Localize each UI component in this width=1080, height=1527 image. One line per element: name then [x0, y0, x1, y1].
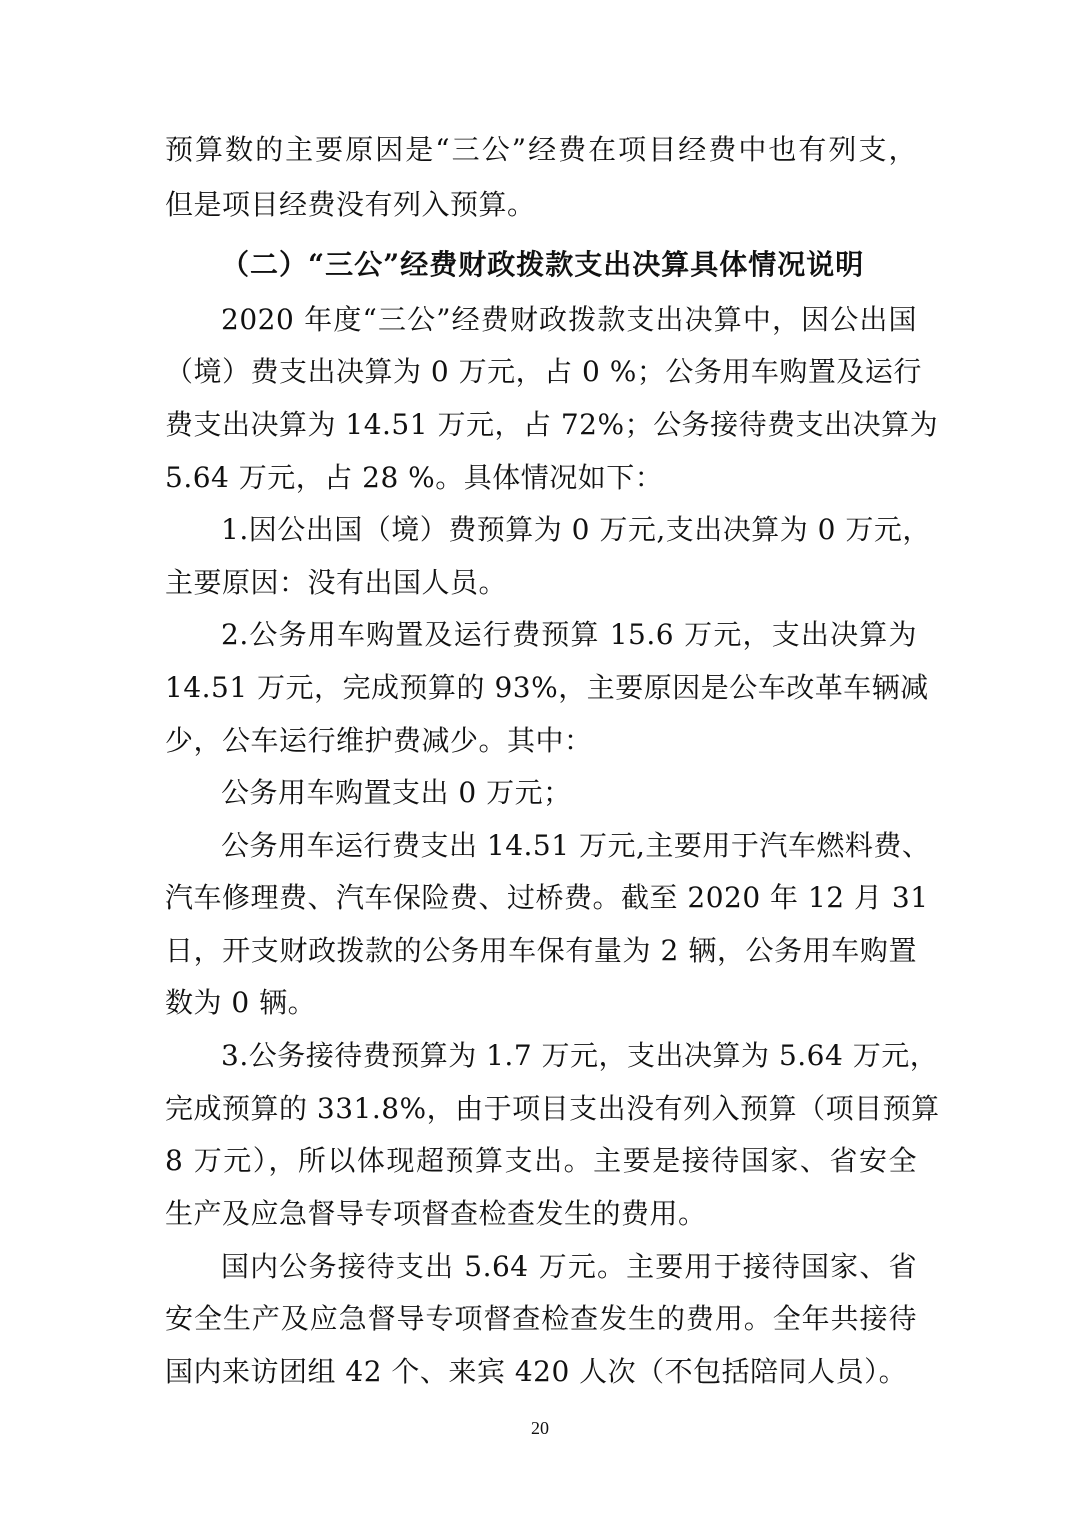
text-line: 数为 0 辆。 — [165, 986, 317, 1019]
text-line: 预算数的主要原因是“三公”经费在项目经费中也有列支， — [165, 133, 917, 166]
text-line: 3.公务接待费预算为 1.7 万元，支出决算为 5.64 万元， — [221, 1039, 939, 1072]
text-line: 完成预算的 331.8%，由于项目支出没有列入预算（项目预算 — [165, 1092, 940, 1125]
text-line: 安全生产及应急督导专项督查检查发生的费用。全年共接待 — [165, 1302, 917, 1335]
text-line: 2020 年度“三公”经费财政拨款支出决算中，因公出国 — [221, 303, 917, 336]
text-line: 汽车修理费、汽车保险费、过桥费。截至 2020 年 12 月 31 — [165, 881, 929, 914]
text-line: 2.公务用车购置及运行费预算 15.6 万元，支出决算为 — [221, 618, 917, 651]
text-line: 费支出决算为 14.51 万元，占 72%；公务接待费支出决算为 — [165, 408, 939, 441]
text-line: 1.因公出国（境）费预算为 0 万元,支出决算为 0 万元， — [221, 513, 931, 546]
text-line: 日，开支财政拨款的公务用车保有量为 2 辆，公务用车购置 — [165, 934, 917, 967]
text-line: 但是项目经费没有列入预算。 — [165, 188, 536, 221]
text-line: （境）费支出决算为 0 万元，占 0 %；公务用车购置及运行 — [165, 355, 922, 388]
text-line: 主要原因：没有出国人员。 — [165, 566, 508, 599]
section-heading: （二）“三公”经费财政拨款支出决算具体情况说明 — [221, 248, 865, 281]
text-line: 生产及应急督导专项督查检查发生的费用。 — [165, 1197, 707, 1230]
text-line: 14.51 万元，完成预算的 93%，主要原因是公车改革车辆减 — [165, 671, 929, 704]
text-line: 少，公车运行维护费减少。其中： — [165, 724, 593, 757]
text-line: 国内来访团组 42 个、来宾 420 人次（不包括陪同人员）。 — [165, 1355, 908, 1388]
text-line: 5.64 万元，占 28 %。具体情况如下： — [165, 461, 664, 494]
text-line: 国内公务接待支出 5.64 万元。主要用于接待国家、省 — [221, 1250, 917, 1283]
text-line: 公务用车运行费支出 14.51 万元,主要用于汽车燃料费、 — [221, 829, 931, 862]
page-number: 20 — [531, 1418, 549, 1438]
text-line: 8 万元），所以体现超预算支出。主要是接待国家、省安全 — [165, 1144, 917, 1177]
text-line: 公务用车购置支出 0 万元； — [221, 776, 572, 809]
